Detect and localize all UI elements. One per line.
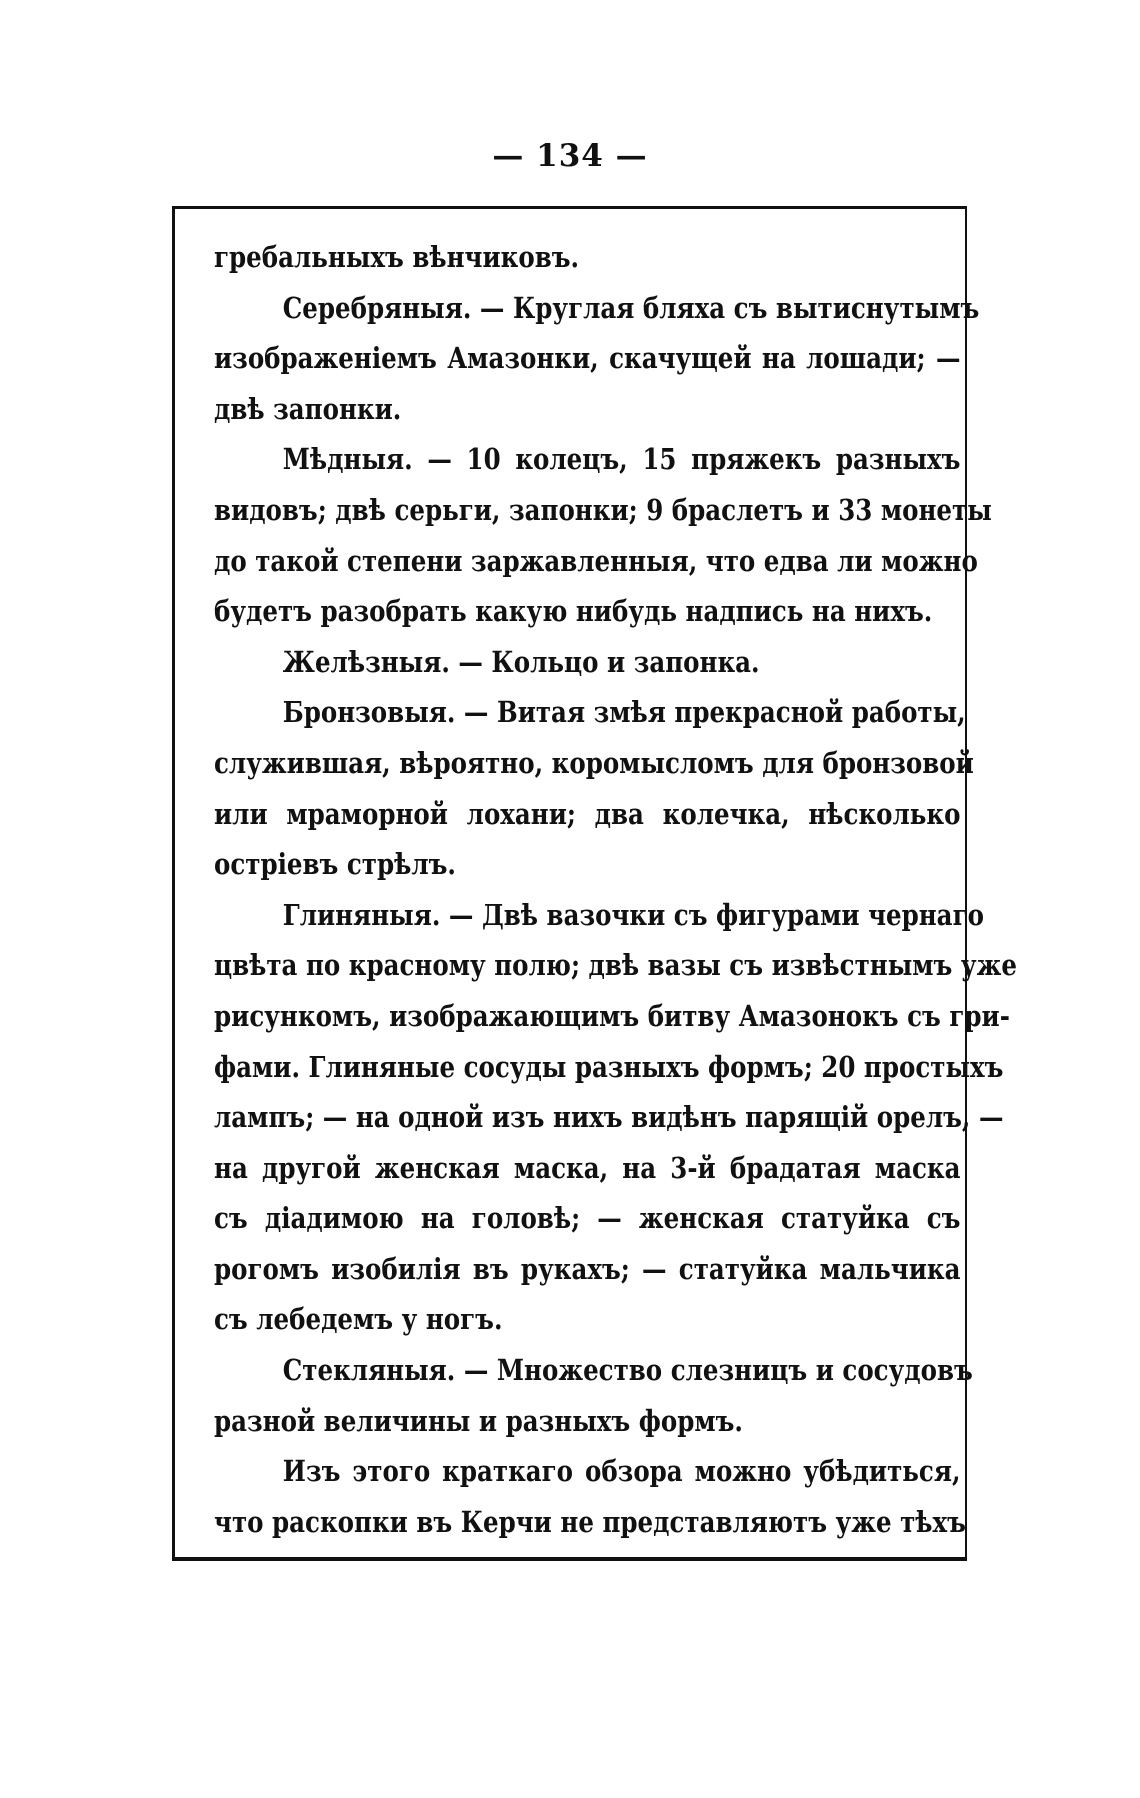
text-line: разной величины и разныхъ формъ. [214,1403,743,1438]
text-line: Серебряныя. — Круглая бляха съ вытиснутымъ [282,290,980,325]
text-line: съ діадимою на головѣ; — женская статуйка съ [214,1201,961,1236]
text-line: что раскопки въ Керчи не представляютъ уже тѣхъ [214,1504,966,1539]
text-line: гребальныхъ вѣнчиковъ. [214,240,580,274]
text-line: до такой степени заржавленныя, что едва ли можно [214,543,978,578]
text-line: цвѣта по красному полю; двѣ вазы съ извѣстнымъ уже [214,948,1017,983]
text-line: будетъ разобрать какую нибудь надпись на нихъ. [214,594,933,629]
text-line: Мѣдныя. — 10 колецъ, 15 пряжекъ разныхъ [282,442,961,477]
text-line: изображеніемъ Амазонки, скачущей на лошади; — [214,341,961,376]
text-line: двѣ запонки. [214,391,402,426]
text-line: служившая, вѣроятно, коромысломъ для бронзовой [214,745,974,780]
page-number: — 134 — [492,138,648,174]
text-line: Бронзовыя. — Витая змѣя прекрасной работы, [282,695,966,730]
text-line: Глиняныя. — Двѣ вазочки съ фигурами чернаго [282,897,984,932]
text-line: фами. Глиняные сосуды разныхъ формъ; 20 простыхъ [214,1049,1004,1084]
text-line: съ лебедемъ у ногъ. [214,1302,503,1337]
text-line: рисункомъ, изображающимъ битву Амазонокъ съ гри- [214,998,1010,1033]
text-line: Желѣзныя. — Кольцо и запонка. [282,644,760,679]
text-line: Стекляныя. — Множество слезницъ и сосудовъ [282,1353,973,1388]
text-line: рогомъ изобилія въ рукахъ; — статуйка мальчика [214,1251,961,1286]
text-line: остріевъ стрѣлъ. [214,847,456,882]
text-line: лампъ; — на одной изъ нихъ видѣнъ парящій орелъ, — [214,1100,1004,1135]
text-line: или мраморной лохани; два колечка, нѣсколько [214,796,961,831]
text-line: на другой женская маска, на 3-й брадатая маска [214,1150,961,1185]
text-line: видовъ; двѣ серьги, запонки; 9 браслетъ и 33 монеты [214,492,992,527]
body-text [214,232,1017,1547]
text-line: Изъ этого краткаго обзора можно убѣдиться, [282,1454,961,1489]
